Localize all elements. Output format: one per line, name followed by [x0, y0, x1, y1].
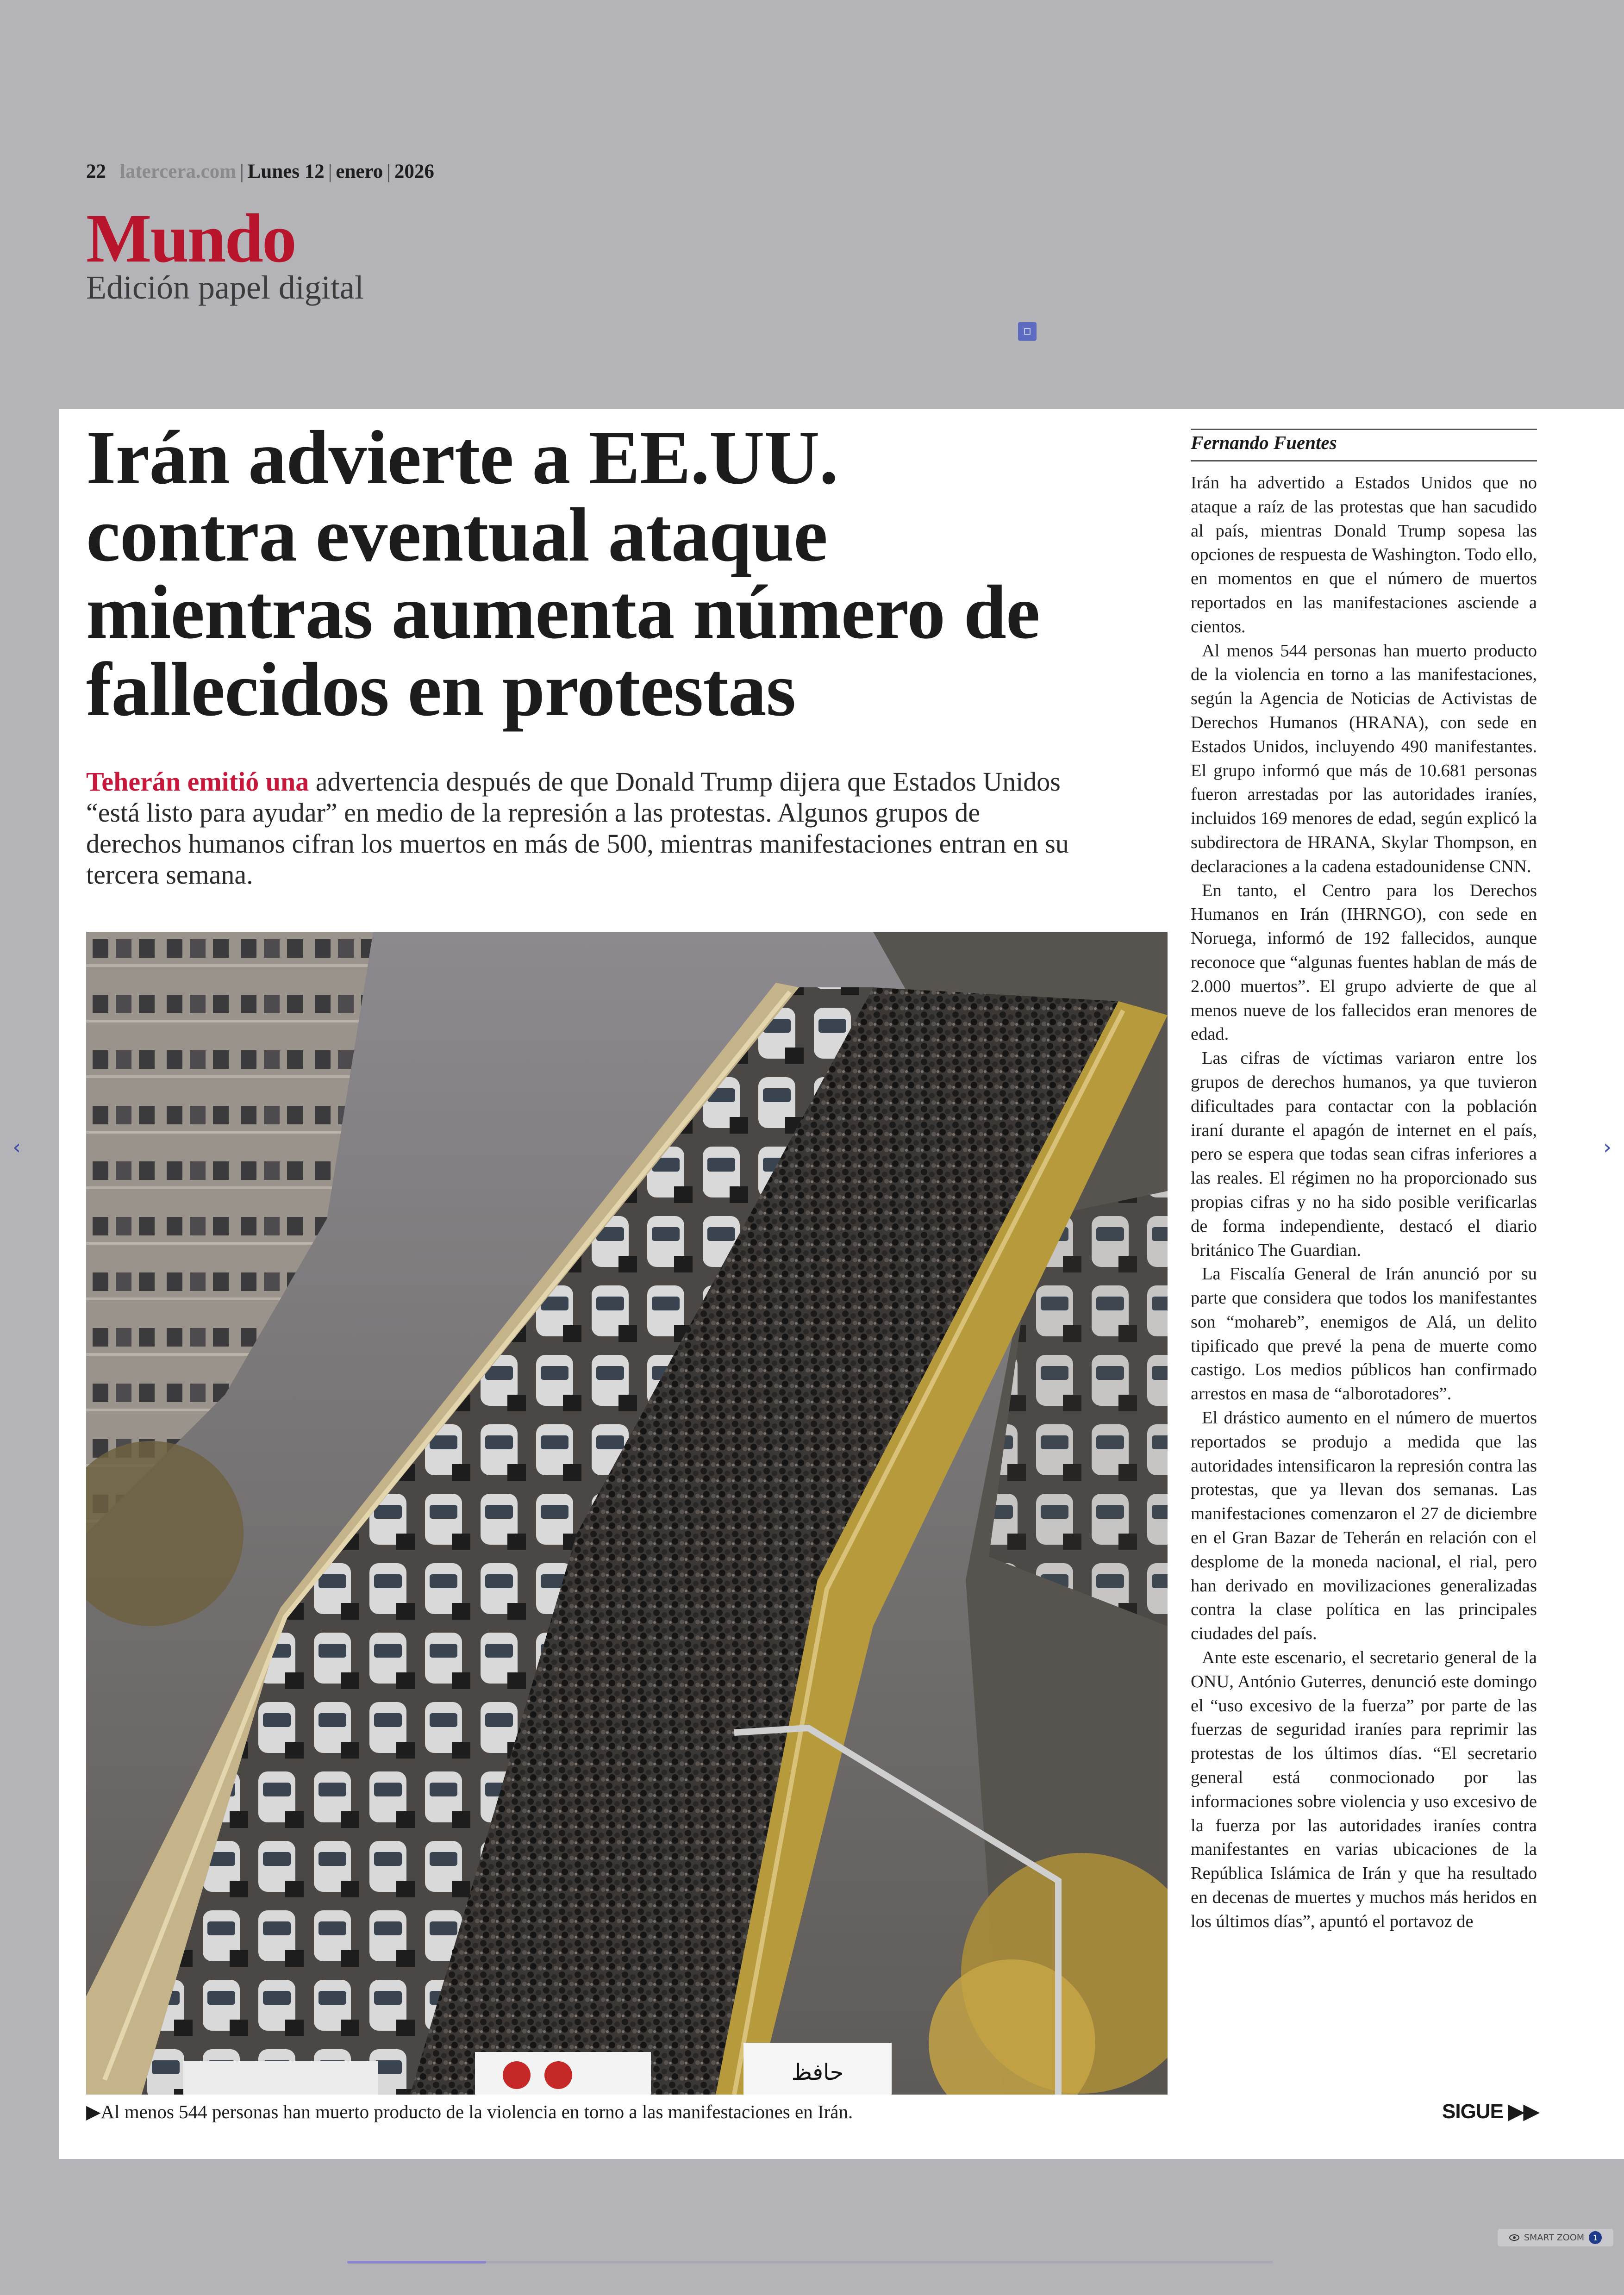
protest-photo [86, 932, 1168, 2095]
edition-label: Edición papel digital [86, 269, 364, 306]
date-month: enero [336, 161, 383, 182]
article-paragraph: Irán ha advertido a Estados Unidos que no ataque a raíz de las protestas que han sacudido al país, mientras Donald Trump sopesa las opciones de respuesta de Washington. Todo ello, en momentos en que el número de muertos reportados en las manifestaciones asciende a cientos. [1191, 473, 1537, 636]
protest-photo-illustration [86, 932, 1168, 2095]
continue-label[interactable]: SIGUE ▶▶ [1442, 2100, 1539, 2123]
next-page-icon[interactable]: › [1603, 1135, 1612, 1159]
lead-kicker: Teherán emitió una [86, 767, 309, 797]
page-folio: 22 latercera.com | Lunes 12 | enero | 2026 [86, 161, 434, 182]
article-paragraph: El drástico aumento en el número de muertos reportados se produjo a medida que las autoridades intensificaron la represión contra las protestas, que ya llevan dos semanas. Las manifestaciones comenzaron el 27 de diciembre en el Gran Bazar de Teherán en relación con el desplome de la moneda nacional, el rial, pero han derivado en movilizaciones generalizadas contra la clase política en las principales ciudades del país. [1191, 1408, 1537, 1644]
prev-page-icon[interactable]: ‹ [12, 1135, 21, 1159]
date-year: 2026 [394, 161, 434, 182]
date-day: Lunes 12 [247, 161, 325, 182]
page-progress-bar[interactable] [347, 2261, 1273, 2264]
section-title: Mundo [86, 200, 295, 277]
article-paragraph: Ante este escenario, el secretario general de la ONU, António Guterres, denunció este domingo el “uso excesivo de la fuerza” por parte de las fuerzas de seguridad iraníes para reprimir las protestas de los últimos días. “El secretario general está conmocionado por las informaciones sobre violencia y uso excesivo de la fuerza por las autoridades iraníes contra manifestantes en varias ubicaciones de la República Islámica de Irán y que ha resultado en decenas de muertes y muchos más heridos en los últimos días”, apuntó el portavoz de [1191, 1648, 1537, 1931]
lead-text: advertencia después de que Donald Trump dijera que Estados Unidos “está listo para ayudar” en medio de la represión a las protestas. Algunos grupos de derechos humanos cifran los muertos en más de 500, mientras manifestaciones entran en su tercera semana. [86, 767, 1069, 890]
bookmark-marker-icon[interactable] [1018, 322, 1037, 341]
article-paragraph: En tanto, el Centro para los Derechos Humanos en Irán (IHRNGO), con sede en Noruega, informó de 192 fallecidos, aunque reconoce que “algunas fuentes hablan de más de 2.000 muertos”. El grupo advierte de que al menos nueve de los fallecidos eran menores de edad. [1191, 880, 1537, 1044]
smart-zoom-button[interactable] [1498, 2229, 1613, 2246]
article-paragraph: Las cifras de víctimas variaron entre los grupos de derechos humanos, ya que tuvieron dificultades para contactar con la población iraní durante el apagón de internet en el país, pero se espera que todas sean cifras inferiores a las reales. El régimen no ha proporcionado sus propias cifras y no ha sido posible verificarlas de forma independiente, destacó el diario británico The Guardian. [1191, 1048, 1537, 1260]
article-headline: Irán advierte a EE.UU. contra eventual ataque mientras aumenta número de fallecidos en protestas [86, 415, 1040, 732]
article-paragraph: Al menos 544 personas han muerto producto de la violencia en torno a las manifestaciones, según la Agencia de Noticias de Activistas de Derechos Humanos (HRANA), con sede en Estados Unidos, incluyendo 490 manifestantes. El grupo informó que más de 10.681 personas fueron arrestadas por las autoridades iraníes, incluidos 169 menores de edad, según explicó la subdirectora de HRANA, Skylar Thompson, en declaraciones a la cadena estadounidense CNN. [1191, 641, 1537, 876]
article-author: Fernando Fuentes [1191, 432, 1337, 453]
photo-sign-text: حافظ [791, 2059, 844, 2085]
page-number: 22 [86, 161, 106, 182]
smart-zoom-label: SMART ZOOM [1524, 2233, 1585, 2243]
article-paragraph: La Fiscalía General de Irán anunció por su parte que considera que todos los manifestantes son “mohareb”, enemigos de Alá, un delito tipificado que prevé la pena de muerte como castigo. Los medios públicos han confirmado arrestos en masa de “alborotadores”. [1191, 1264, 1537, 1404]
byline-rule-top [1191, 429, 1537, 430]
article-lead [86, 766, 1081, 890]
article-body [1191, 471, 1537, 1934]
byline-rule-bottom [1191, 460, 1537, 461]
eye-icon [1509, 2234, 1519, 2241]
smart-zoom-badge: 1 [1589, 2231, 1602, 2244]
page-progress-fill [347, 2261, 486, 2264]
site-name: latercera.com [120, 161, 237, 182]
photo-caption: ▶Al menos 544 personas han muerto producto de la violencia en torno a las manifestaciones en Irán. [86, 2101, 853, 2122]
